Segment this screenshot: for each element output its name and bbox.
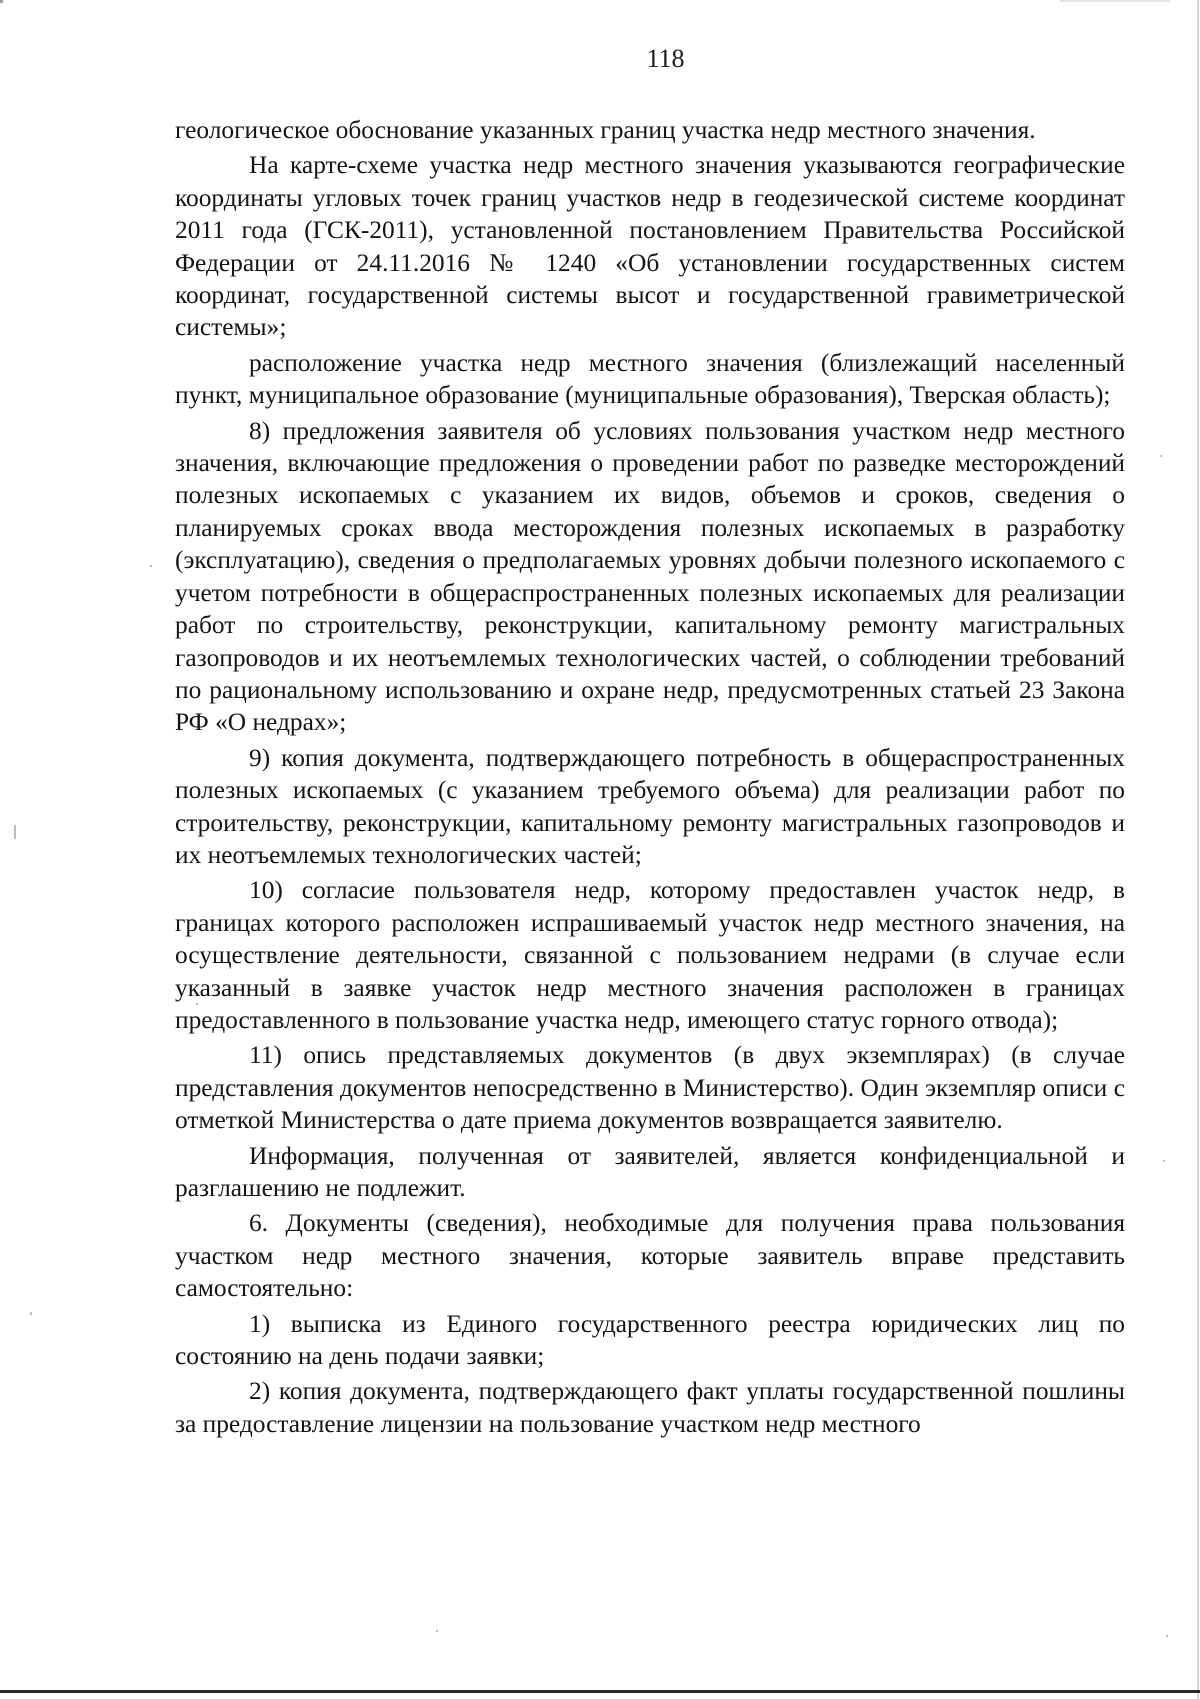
paragraph-item-9: 9) копия документа, подтверждающего потребность в общераспространенных полезных ископаемых (с указанием требуемого объема) для реализации работ по строительству, реконструкции, капитальному ремонту магистральных газопроводов и их неотъемлемых технологических частей; — [175, 743, 1125, 869]
paragraph-location: расположение участка недр местного значения (близлежащий населенный пункт, муниципальное образование (муниципальные образования), Тверская область); — [175, 348, 1125, 410]
paragraph-item-11: 11) опись представляемых документов (в двух экземплярах) (в случае представления документов непосредственно в Министерство). Один экземпляр описи с отметкой Министерства о дате приема документов возвращается заявителю. — [175, 1041, 1125, 1135]
scan-speck — [436, 1630, 438, 1632]
paragraph-section-6-item-2: 2) копия документа, подтверждающего факт уплаты государственной пошлины за предоставление лицензии на пользование участком недр местного — [175, 1377, 1125, 1438]
paragraph-item-10: 10) согласие пользователя недр, которому предоставлен участок недр, в границах которого расположен испрашиваемый участок недр местного значения, на осуществление деятельности, связанной с пользованием недрами (в случае если указанный в заявке участок недр местного значения расположен в границах предоставленного в пользование участка недр, имеющего статус горного отвода); — [175, 876, 1125, 1034]
scan-edge-mark — [1060, 0, 1170, 2]
scan-edge-mark — [0, 0, 3, 3]
scan-speck — [1166, 1635, 1168, 1637]
page-number: 118 — [646, 44, 685, 73]
paragraph-item-8: 8) предложения заявителя об условиях пользования участком недр местного значения, включающие предложения о проведении работ по разведке месторождений полезных ископаемых с указанием их видов, объемов и сроков, сведения о планируемых сроках ввода месторождения полезных ископаемых в разработку (эксплуатацию), сведения о предполагаемых уровнях добычи полезного ископаемого с учетом потребности в общераспространенных полезных ископаемых для реализации работ по строительству, реконструкции, капитальному ремонту магистральных газопроводов и их неотъемлемых технологических частей, о соблюдении требований по рациональному использованию и охране недр, предусмотренных статьей 23 Закона РФ «О недрах»; — [175, 416, 1125, 737]
paragraph-confidentiality: Информация, полученная от заявителей, является конфиденциальной и разглашению не подлежит. — [175, 1141, 1125, 1202]
paragraph-continuation: геологическое обоснование указанных границ участка недр местного значения. — [175, 116, 1036, 144]
scan-edge-right — [1197, 0, 1199, 1699]
paragraph-section-6: 6. Документы (сведения), необходимые для получения права пользования участком недр местного значения, которые заявитель вправе представить самостоятельно: — [175, 1209, 1125, 1303]
paragraph-section-6-item-1: 1) выписка из Единого государственного реестра юридических лиц по состоянию на день подачи заявки; — [175, 1309, 1125, 1371]
scan-edge-bottom — [0, 1690, 1200, 1693]
scan-speck — [196, 1003, 198, 1005]
scan-speck — [1160, 455, 1162, 457]
document-body — [175, 114, 1125, 1440]
scan-speck — [30, 1312, 32, 1315]
scan-speck — [150, 565, 152, 567]
scan-speck — [1163, 1160, 1165, 1162]
scan-edge-mark — [14, 825, 16, 839]
paragraph-map-scheme: На карте-схеме участка недр местного значения указываются географические координаты угловых точек границ участков недр в геодезической системе координат 2011 года (ГСК-2011), установленной постановлением Правительства Российской Федерации от 24.11.2016 № 1240 «Об установлении государственных систем координат, государственной системы высот и государственной гравиметрической системы»; — [175, 151, 1125, 342]
